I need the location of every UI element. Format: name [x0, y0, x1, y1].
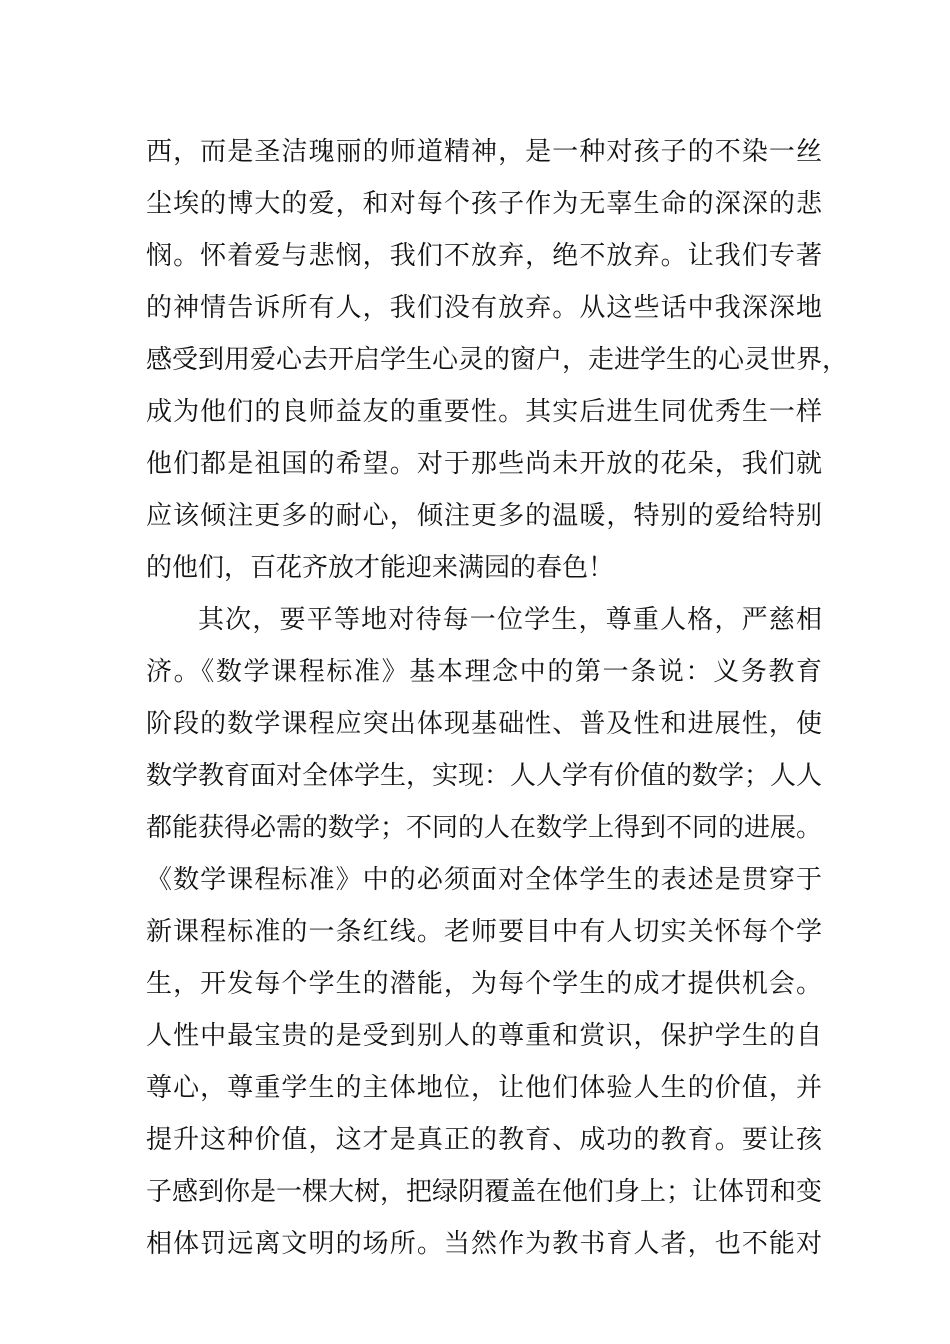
text-line: 他们都是祖国的希望。对于那些尚未开放的花朵，我们就	[146, 449, 822, 479]
text-line: 数学教育面对全体学生，实现：人人学有价值的数学；人人	[146, 761, 823, 791]
text-line: 生，开发每个学生的潜能，为每个学生的成才提供机会。	[146, 969, 822, 999]
text-line: 都能获得必需的数学；不同的人在数学上得到不同的进展。	[146, 813, 823, 843]
text-line: 子感到你是一棵大树，把绿阴覆盖在他们身上；让体罚和变	[146, 1177, 823, 1207]
body-text	[146, 126, 849, 1270]
text-line: 《数学课程标准》中的必须面对全体学生的表述是贯穿于	[146, 865, 822, 895]
text-line: 的神情告诉所有人，我们没有放弃。从这些话中我深深地	[146, 293, 822, 323]
text-line: 感受到用爱心去开启学生心灵的窗户，走进学生的心灵世界，	[146, 345, 849, 375]
text-line: 其次，要平等地对待每一位学生，尊重人格，严慈相	[198, 605, 822, 635]
text-line: 新课程标准的一条红线。老师要目中有人切实关怀每个学	[146, 917, 822, 947]
text-line: 西，而是圣洁瑰丽的师道精神，是一种对孩子的不染一丝	[146, 137, 822, 167]
text-line: 提升这种价值，这才是真正的教育、成功的教育。要让孩	[146, 1125, 822, 1155]
text-line: 尊心，尊重学生的主体地位，让他们体验人生的价值，并	[146, 1073, 822, 1103]
text-line: 应该倾注更多的耐心，倾注更多的温暖，特别的爱给特别	[146, 501, 822, 531]
text-line: 成为他们的良师益友的重要性。其实后进生同优秀生一样	[146, 397, 822, 427]
text-line: 尘埃的博大的爱，和对每个孩子作为无辜生命的深深的悲	[146, 189, 822, 219]
text-line: 阶段的数学课程应突出体现基础性、普及性和进展性，使	[146, 709, 822, 739]
text-line: 悯。怀着爱与悲悯，我们不放弃，绝不放弃。让我们专著	[146, 241, 822, 271]
text-line: 人性中最宝贵的是受到别人的尊重和赏识，保护学生的自	[146, 1021, 822, 1051]
text-line: 相体罚远离文明的场所。当然作为教书育人者，也不能对	[146, 1229, 822, 1259]
text-line: 济。《数学课程标准》基本理念中的第一条说：义务教育	[146, 657, 822, 687]
text-line: 的他们，百花齐放才能迎来满园的春色！	[146, 553, 615, 583]
